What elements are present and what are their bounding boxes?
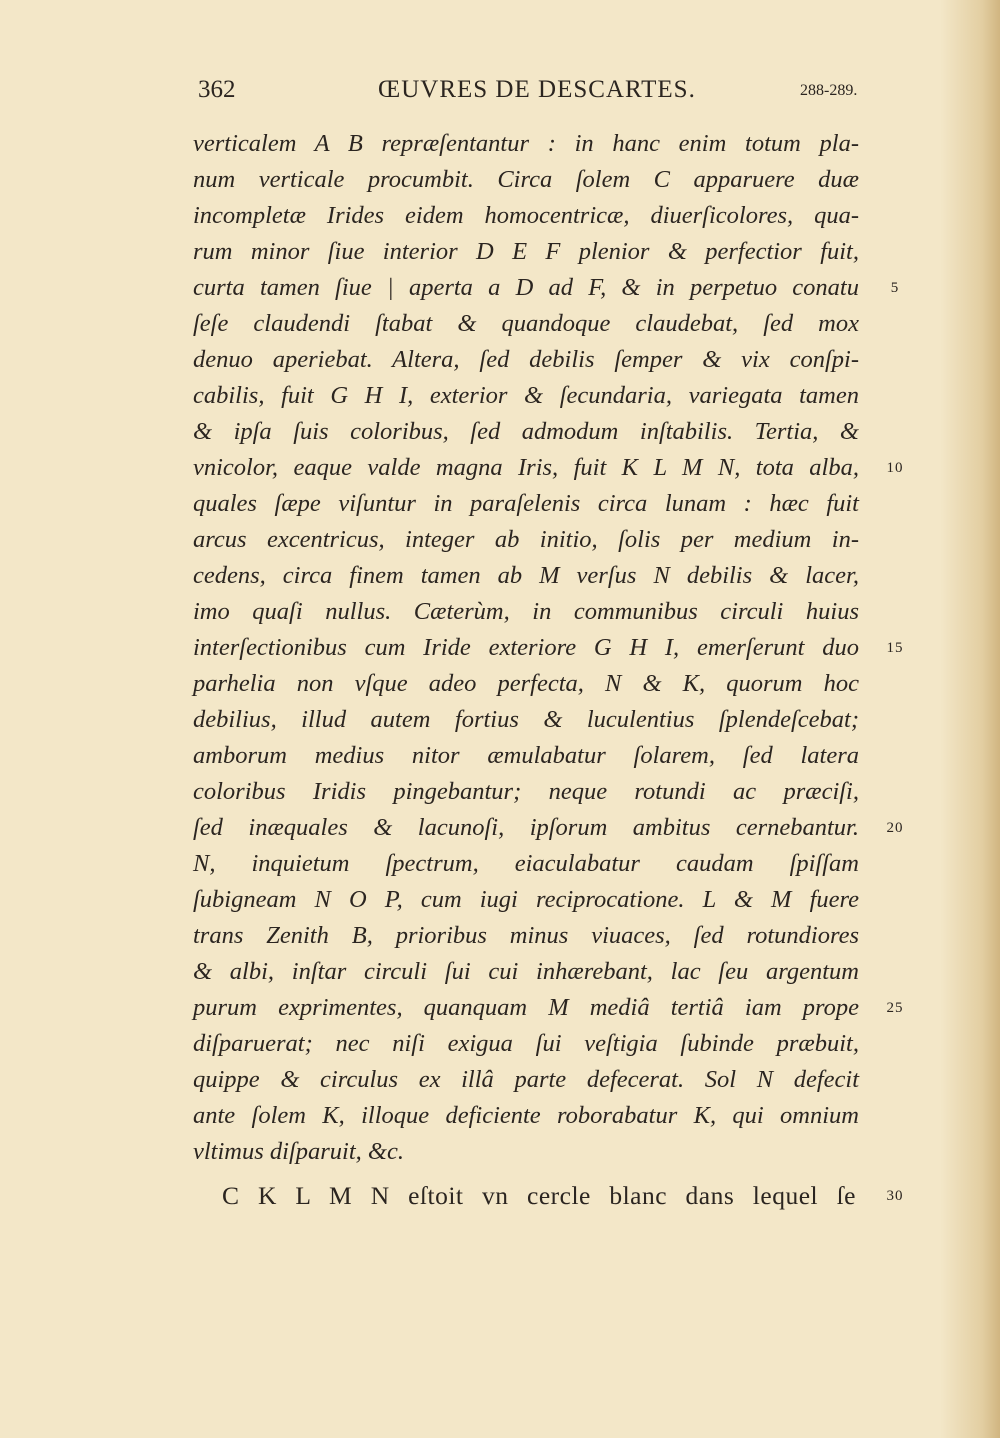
text-line: curta tamen ſiue | aperta a D ad F, & in perpetuo conatu — [193, 274, 859, 301]
text-line: purum exprimentes, quanquam M mediâ tertiâ iam prope — [193, 994, 859, 1021]
text-line: vltimus diſparuit, &c. — [193, 1138, 404, 1165]
french-paragraph: C K L M N eſtoit vn cercle blanc dans lequel ſe — [222, 1181, 856, 1210]
text-line: N, inquietum ſpectrum, eiaculabatur caudam ſpiſſam — [193, 850, 859, 877]
text-line: amborum medius nitor æmulabatur ſolarem, ſed latera — [193, 742, 859, 769]
text-line: & ipſa ſuis coloribus, ſed admodum inſtabilis. Tertia, & — [193, 418, 859, 445]
text-line: verticalem A B repræſentantur : in hanc enim totum pla- — [193, 130, 859, 157]
text-line: interſectionibus cum Iride exteriore G H I, emerſerunt duo — [193, 634, 859, 661]
page-range: 288-289. — [800, 82, 858, 99]
text-line: trans Zenith B, prioribus minus viuaces, ſed rotundiores — [193, 922, 859, 949]
text-line: debilius, illud autem fortius & luculentius ſplendeſcebat; — [193, 706, 859, 733]
text-line: num verticale procumbit. Circa ſolem C apparuere duæ — [193, 166, 859, 193]
line-number: 25 — [886, 1000, 904, 1016]
text-line: quippe & circulus ex illâ parte defecerat. Sol N defecit — [193, 1066, 859, 1093]
text-line: cedens, circa finem tamen ab M verſus N debilis & lacer, — [193, 562, 859, 589]
text-line: ſed inæquales & lacunoſi, ipſorum ambitus cernebantur. — [193, 814, 859, 841]
text-line: parhelia non vſque adeo perfecta, N & K, quorum hoc — [193, 670, 859, 697]
text-line: cabilis, fuit G H I, exterior & ſecundaria, variegata tamen — [193, 382, 859, 409]
page-edge-shadow — [940, 0, 1000, 1438]
text-line: & albi, inſtar circuli ſui cui inhærebant, lac ſeu argentum — [193, 958, 859, 985]
text-line: denuo aperiebat. Altera, ſed debilis ſemper & vix conſpi- — [193, 346, 859, 373]
text-line: coloribus Iridis pingebantur; neque rotundi ac præciſi, — [193, 778, 859, 805]
text-line: arcus excentricus, integer ab initio, ſolis per medium in- — [193, 526, 859, 553]
text-line: rum minor ſiue interior D E F plenior & perfectior fuit, — [193, 238, 859, 265]
running-title: ŒUVRES DE DESCARTES. — [378, 76, 696, 103]
text-line: vnicolor, eaque valde magna Iris, fuit K L M N, tota alba, — [193, 454, 859, 481]
running-head — [0, 72, 1000, 112]
line-number: 30 — [886, 1188, 904, 1204]
text-line: incompletæ Irides eidem homocentricæ, diuerſicolores, qua- — [193, 202, 859, 229]
line-number: 10 — [886, 460, 904, 476]
text-line: ſeſe claudendi ſtabat & quandoque claudebat, ſed mox — [193, 310, 859, 337]
line-number: 5 — [890, 280, 900, 296]
text-line: ante ſolem K, illoque deficiente roborabatur K, qui omnium — [193, 1102, 859, 1129]
line-number: 15 — [886, 640, 904, 656]
text-line: imo quaſi nullus. Cæterùm, in communibus circuli huius — [193, 598, 859, 625]
text-line: ſubigneam N O P, cum iugi reciprocatione. L & M fuere — [193, 886, 859, 913]
text-line: quales ſæpe viſuntur in paraſelenis circa lunam : hæc fuit — [193, 490, 859, 517]
line-number: 20 — [886, 820, 904, 836]
text-line: diſparuerat; nec niſi exigua ſui veſtigia ſubinde præbuit, — [193, 1030, 859, 1057]
page-number: 362 — [198, 76, 236, 103]
